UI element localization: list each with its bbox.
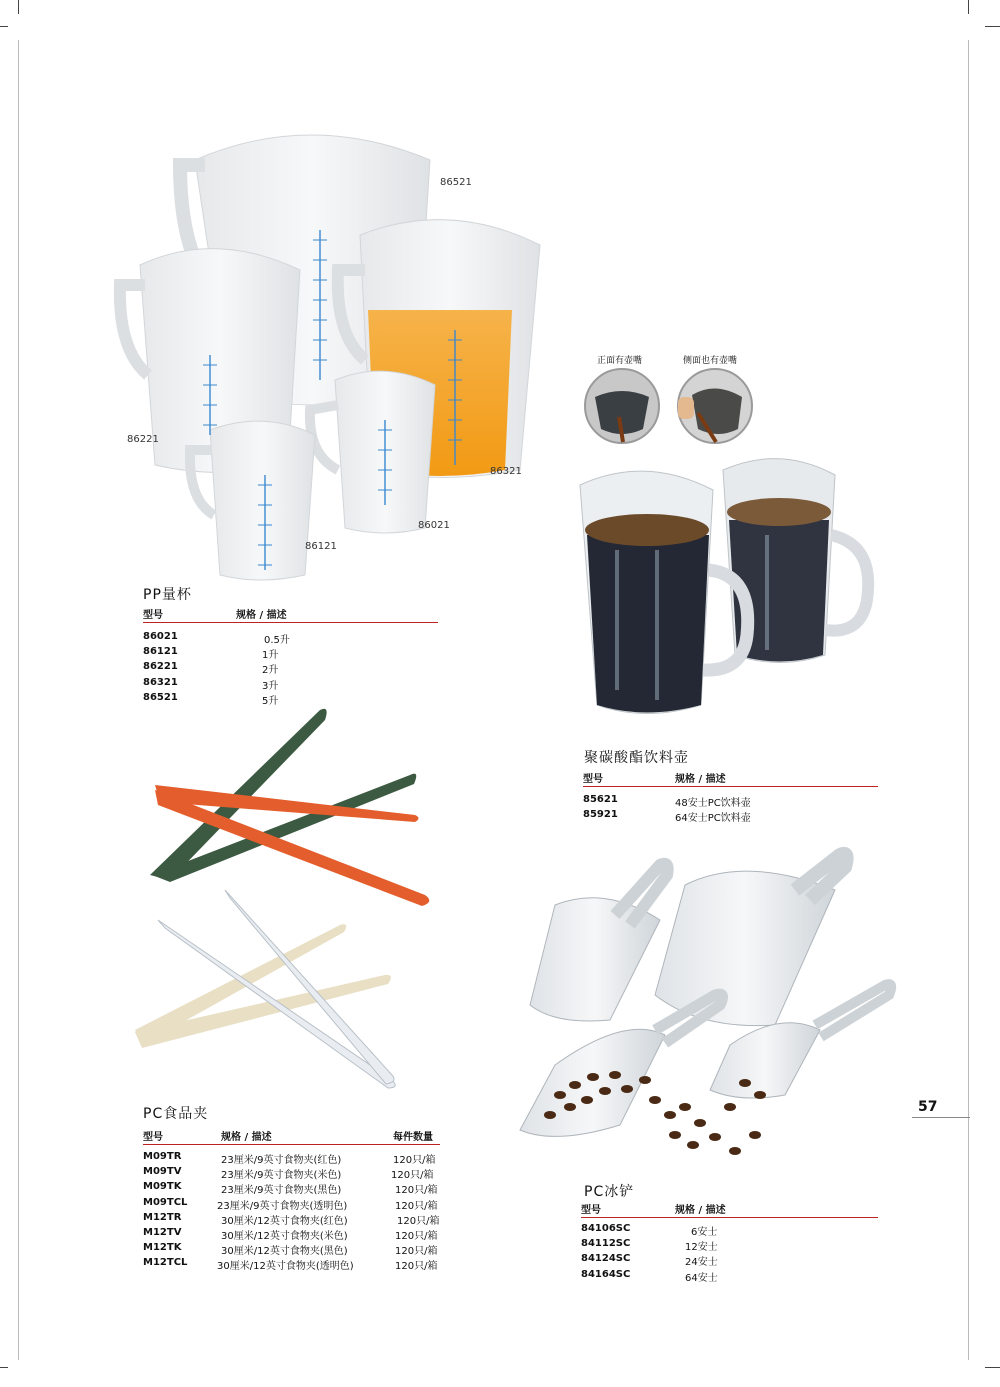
table-row	[143, 677, 438, 692]
pitchers-image	[575, 450, 875, 722]
table-row	[143, 661, 438, 676]
crop-mark	[0, 1367, 8, 1368]
pitchers-title: 聚碳酸酯饮料壶	[584, 750, 689, 766]
page-number: 57	[918, 1099, 938, 1115]
header-spec: 规格 / 描述	[675, 774, 726, 785]
table-row	[143, 1212, 440, 1227]
table-header	[581, 1201, 878, 1218]
cell-model: M09TK	[143, 1181, 182, 1193]
cell-spec: 64安士	[685, 1272, 718, 1284]
cell-spec: 23厘米/9英寸食物夹(米色)	[221, 1170, 342, 1182]
header-spec: 规格 / 描述	[236, 610, 287, 621]
cell-qty: 120只/箱	[395, 1230, 438, 1242]
table-row	[583, 794, 878, 809]
cell-model: M09TR	[143, 1151, 182, 1162]
cell-model: M12TCL	[143, 1257, 188, 1269]
cell-spec: 30厘米/12英寸食物夹(黑色)	[221, 1246, 348, 1258]
cell-spec: 1升	[262, 650, 279, 662]
cell-model: 86521	[143, 691, 178, 703]
cell-model: 86321	[143, 676, 178, 688]
tongs-table	[143, 1128, 440, 1273]
table-row	[143, 1181, 440, 1196]
crop-mark	[985, 26, 1000, 27]
cell-spec: 24安士	[685, 1257, 718, 1269]
callout-front-spout: 正面有壶嘴	[597, 356, 643, 366]
ice-scoops-table	[581, 1201, 878, 1284]
cell-model: M12TV	[143, 1226, 182, 1238]
cell-model: M12TR	[143, 1211, 182, 1223]
table-row	[143, 1257, 440, 1272]
measuring-cups-title: PP量杯	[143, 587, 192, 603]
cell-model: M09TV	[143, 1166, 182, 1178]
table-row	[143, 1197, 440, 1212]
table-header	[583, 770, 878, 787]
table-row	[581, 1223, 878, 1238]
header-model: 型号	[143, 1132, 163, 1143]
cell-model: 85621	[583, 794, 618, 805]
callout-side-spout: 侧面也有壶嘴	[683, 356, 738, 366]
cell-spec: 2升	[262, 665, 279, 677]
measuring-cups-table	[143, 606, 438, 707]
cell-model: 84112SC	[581, 1238, 631, 1250]
table-header	[143, 1128, 440, 1145]
cell-spec: 30厘米/12英寸食物夹(米色)	[221, 1230, 348, 1242]
crop-mark	[18, 0, 19, 14]
pitchers-table	[583, 770, 878, 824]
table-row	[143, 1151, 440, 1166]
cell-spec: 3升	[262, 680, 279, 692]
cell-model: 85921	[583, 809, 618, 821]
cell-spec: 6安士	[691, 1227, 718, 1238]
crop-mark	[985, 1367, 1000, 1368]
table-row	[581, 1269, 878, 1284]
table-row	[581, 1238, 878, 1253]
crop-mark	[968, 40, 969, 1360]
spout-detail-side-image	[676, 367, 754, 445]
cup-label-86021: 86021	[418, 520, 450, 531]
cell-spec: 23厘米/9英寸食物夹(红色)	[221, 1155, 342, 1166]
measuring-cups-image	[110, 120, 550, 590]
cell-model: 86121	[143, 646, 178, 658]
cup-label-86121: 86121	[305, 541, 337, 552]
ice-scoops-title: PC冰铲	[584, 1184, 635, 1200]
tongs-title: PC食品夹	[143, 1106, 209, 1122]
page-num-rule	[912, 1117, 970, 1118]
header-spec: 规格 / 描述	[675, 1205, 726, 1216]
table-row	[583, 809, 878, 824]
spout-detail-front-image	[583, 367, 661, 445]
cell-qty: 120只/箱	[395, 1246, 438, 1258]
table-row	[143, 1242, 440, 1257]
cell-spec: 30厘米/12英寸食物夹(红色)	[221, 1215, 348, 1227]
cell-model: 86021	[143, 631, 178, 642]
cell-spec: 48安士PC饮料壶	[675, 798, 751, 809]
cell-model: 84164SC	[581, 1268, 631, 1280]
header-model: 型号	[581, 1205, 601, 1216]
cell-spec: 23厘米/9英寸食物夹(黑色)	[221, 1185, 342, 1197]
cell-qty: 120只/箱	[397, 1215, 440, 1227]
table-row	[581, 1253, 878, 1268]
ice-scoops-image	[515, 845, 900, 1165]
table-header	[143, 606, 438, 623]
cell-spec: 30厘米/12英寸食物夹(透明色)	[217, 1261, 354, 1273]
cup-label-86321: 86321	[490, 466, 522, 477]
cell-qty: 120只/箱	[395, 1261, 438, 1273]
header-model: 型号	[143, 610, 163, 621]
cell-spec: 64安士PC饮料壶	[675, 813, 751, 825]
crop-mark	[0, 26, 8, 27]
cell-model: 86221	[143, 661, 178, 673]
table-row	[143, 646, 438, 661]
cell-qty: 120只/箱	[391, 1170, 434, 1182]
crop-mark	[18, 40, 19, 1360]
cell-spec: 0.5升	[264, 635, 290, 646]
header-spec: 规格 / 描述	[221, 1132, 272, 1143]
cell-spec: 23厘米/9英寸食物夹(透明色)	[217, 1200, 348, 1212]
cell-model: 84106SC	[581, 1223, 631, 1234]
cell-model: M12TK	[143, 1242, 182, 1254]
cell-spec: 5升	[262, 695, 279, 707]
table-row	[143, 631, 438, 646]
crop-mark	[968, 0, 969, 14]
cell-qty: 120只/箱	[395, 1200, 438, 1212]
table-row	[143, 1166, 440, 1181]
header-qty: 每件数量	[393, 1132, 433, 1143]
cell-spec: 12安士	[685, 1242, 718, 1254]
cup-label-86221: 86221	[127, 434, 159, 445]
table-row	[143, 1227, 440, 1242]
header-model: 型号	[583, 774, 603, 785]
tongs-image	[130, 700, 440, 1095]
cell-qty: 120只/箱	[393, 1155, 436, 1166]
cup-label-86521: 86521	[440, 177, 472, 188]
cell-qty: 120只/箱	[395, 1185, 438, 1197]
cell-model: M09TCL	[143, 1196, 188, 1208]
cell-model: 84124SC	[581, 1253, 631, 1265]
